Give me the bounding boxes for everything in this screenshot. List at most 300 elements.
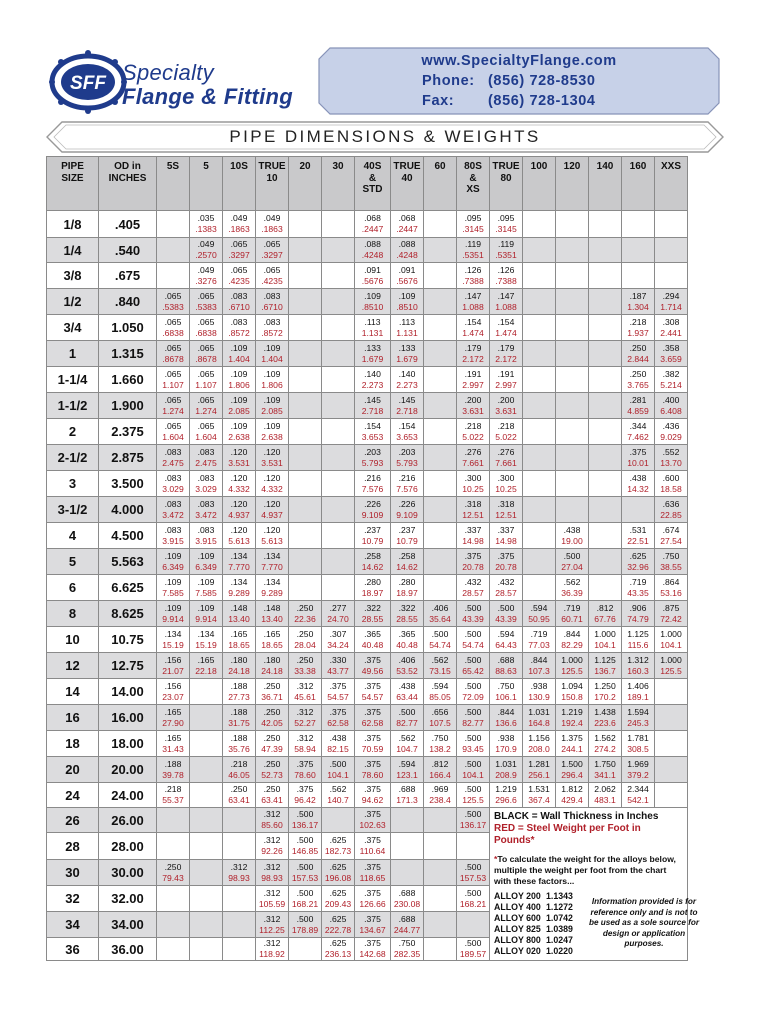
value-cell: [556, 419, 589, 445]
weight-per-foot: 27.90: [162, 717, 184, 728]
column-header: [655, 157, 688, 211]
value-cell: [391, 653, 424, 679]
wall-thickness: .179: [497, 342, 515, 353]
weight-per-foot: 196.08: [324, 872, 352, 883]
column-header-line: INCHES: [108, 172, 147, 184]
value-cell: [223, 393, 256, 419]
wall-thickness: .113: [364, 316, 381, 327]
wall-thickness: .750: [497, 680, 515, 691]
wall-thickness: .375: [296, 784, 314, 794]
weight-per-foot: 5.793: [361, 457, 384, 468]
weight-per-foot: 31.75: [228, 717, 250, 728]
weight-per-foot: 58.94: [294, 743, 316, 754]
wall-thickness: .318: [464, 498, 482, 509]
wall-thickness: .312: [263, 938, 281, 948]
weight-per-foot: 82.29: [561, 639, 583, 650]
weight-per-foot: 2.997: [462, 379, 484, 390]
value-cell: [589, 341, 622, 367]
weight-per-foot: 60.71: [561, 613, 583, 624]
value-cell: [256, 263, 289, 289]
weight-per-foot: 28.57: [462, 587, 484, 598]
weight-per-foot: 82.77: [396, 717, 418, 728]
weight-per-foot: 192.4: [561, 717, 583, 728]
wall-thickness: .688: [398, 913, 416, 924]
weight-per-foot: 28.55: [361, 613, 384, 624]
weight-per-foot: 28.55: [396, 613, 418, 624]
value-cell: [355, 783, 391, 808]
value-cell: [289, 886, 322, 912]
outer-diameter: 12.75: [99, 653, 157, 679]
weight-per-foot: 1.088: [462, 301, 484, 312]
wall-thickness: .188: [230, 732, 248, 743]
column-header-line: &: [368, 172, 377, 184]
wall-thickness: .312: [296, 680, 314, 691]
value-cell: [424, 211, 457, 238]
value-cell: [622, 445, 655, 471]
weight-per-foot: 85.60: [261, 820, 283, 830]
wall-thickness: .300: [464, 472, 482, 483]
value-cell: [655, 471, 688, 497]
wall-thickness: .375: [364, 706, 381, 717]
pipe-size: 24: [47, 783, 99, 808]
weight-per-foot: 341.1: [594, 769, 616, 780]
wall-thickness: 1.281: [528, 758, 550, 769]
weight-per-foot: 244.1: [561, 743, 583, 754]
value-cell: [391, 783, 424, 808]
value-cell: [424, 705, 457, 731]
value-cell: [157, 938, 190, 961]
wall-thickness: .625: [329, 861, 347, 872]
wall-thickness: .148: [263, 602, 281, 613]
wall-thickness: .500: [464, 706, 482, 717]
weight-per-foot: 1.474: [495, 327, 517, 338]
weight-per-foot: 14.32: [627, 483, 649, 494]
alloy-factor: 1.1272: [546, 902, 573, 912]
weight-per-foot: 168.21: [459, 898, 487, 909]
wall-thickness: .191: [464, 368, 482, 379]
wall-thickness: .140: [364, 368, 381, 379]
value-cell: [157, 575, 190, 601]
wall-thickness: .375: [364, 887, 381, 898]
weight-per-foot: 1.274: [195, 405, 217, 416]
weight-per-foot: 24.70: [327, 613, 349, 624]
weight-per-foot: 2.085: [228, 405, 250, 416]
phone-row: [318, 71, 720, 91]
value-cell: [391, 315, 424, 341]
weight-per-foot: 230.08: [393, 898, 421, 909]
wall-thickness: .218: [164, 784, 182, 794]
value-cell: [223, 523, 256, 549]
outer-diameter: 36.00: [99, 938, 157, 961]
value-cell: [322, 705, 355, 731]
website-link[interactable]: www.SpecialtyFlange.com: [421, 53, 617, 69]
wall-thickness: .049: [263, 213, 281, 223]
value-cell: [424, 367, 457, 393]
brand-line-1: Specialty: [122, 60, 214, 85]
wall-thickness: .719: [563, 602, 581, 613]
value-cell: [556, 471, 589, 497]
wall-thickness: .365: [398, 628, 416, 639]
value-cell: [655, 367, 688, 393]
wall-thickness: .120: [263, 446, 281, 457]
alloy-name: ALLOY 200: [494, 891, 541, 901]
weight-per-foot: 118.65: [359, 872, 386, 883]
value-cell: [589, 627, 622, 653]
value-cell: [589, 497, 622, 523]
weight-per-foot: .8572: [261, 327, 283, 338]
weight-per-foot: 125.5: [561, 665, 583, 676]
value-cell: [190, 445, 223, 471]
column-header-line: 30: [332, 161, 344, 172]
wall-thickness: .688: [398, 887, 416, 898]
value-cell: [157, 263, 190, 289]
wall-thickness: .375: [364, 913, 381, 924]
value-cell: [457, 757, 490, 783]
weight-per-foot: 296.6: [495, 795, 517, 805]
weight-per-foot: 1.404: [261, 353, 283, 364]
fax-label: Fax:: [422, 93, 455, 109]
value-cell: [190, 783, 223, 808]
weight-per-foot: 3.472: [162, 509, 184, 520]
weight-per-foot: 157.53: [291, 872, 319, 883]
value-cell: [589, 367, 622, 393]
outer-diameter: 34.00: [99, 912, 157, 938]
wall-thickness: 1.094: [561, 680, 583, 691]
wall-thickness: .120: [230, 446, 248, 457]
weight-per-foot: 46.05: [228, 769, 250, 780]
value-cell: [322, 757, 355, 783]
wall-thickness: .065: [197, 394, 215, 405]
value-cell: [391, 601, 424, 627]
wall-thickness: .068: [398, 213, 416, 223]
value-cell: [223, 627, 256, 653]
weight-per-foot: 1.474: [462, 327, 484, 338]
wall-thickness: .375: [364, 654, 381, 665]
weight-per-foot: 208.9: [495, 769, 517, 780]
weight-per-foot: 38.55: [660, 561, 682, 572]
value-cell: [391, 705, 424, 731]
weight-per-foot: 96.42: [294, 795, 316, 805]
value-cell: [256, 575, 289, 601]
wall-thickness: .375: [497, 550, 515, 561]
weight-per-foot: .1863: [261, 224, 283, 234]
weight-per-foot: 2.718: [361, 405, 384, 416]
value-cell: [355, 315, 391, 341]
value-cell: [289, 833, 322, 860]
value-cell: [157, 886, 190, 912]
value-cell: [190, 731, 223, 757]
wall-thickness: .500: [464, 784, 482, 794]
value-cell: [157, 783, 190, 808]
wall-thickness: .375: [329, 706, 347, 717]
weight-per-foot: 104.7: [396, 743, 418, 754]
value-cell: [490, 471, 523, 497]
weight-per-foot: 15.19: [195, 639, 217, 650]
wall-thickness: .276: [464, 446, 482, 457]
weight-per-foot: 245.3: [627, 717, 649, 728]
wall-thickness: .500: [464, 809, 482, 819]
weight-per-foot: 138.2: [429, 743, 451, 754]
weight-per-foot: 4.332: [261, 483, 283, 494]
value-cell: [289, 445, 322, 471]
value-cell: [190, 211, 223, 238]
wall-thickness: .134: [230, 550, 248, 561]
value-cell: [424, 315, 457, 341]
weight-per-foot: 24.18: [261, 665, 283, 676]
wall-thickness: .258: [398, 550, 416, 561]
wall-thickness: .113: [398, 316, 416, 327]
value-cell: [655, 575, 688, 601]
value-cell: [157, 341, 190, 367]
table-row: [47, 419, 688, 445]
weight-per-foot: 63.41: [261, 795, 283, 805]
wall-thickness: .436: [662, 420, 680, 431]
value-cell: [523, 783, 556, 808]
wall-thickness: .120: [230, 524, 248, 535]
weight-per-foot: 256.1: [528, 769, 550, 780]
value-cell: [424, 393, 457, 419]
value-cell: [223, 263, 256, 289]
value-cell: [655, 757, 688, 783]
value-cell: [157, 315, 190, 341]
pipe-size: 4: [47, 523, 99, 549]
weight-per-foot: 1.404: [228, 353, 250, 364]
pipe-size: 32: [47, 886, 99, 912]
weight-per-foot: 4.937: [261, 509, 283, 520]
value-cell: [157, 289, 190, 315]
weight-per-foot: 1.131: [396, 327, 418, 338]
value-cell: [289, 679, 322, 705]
value-cell: [490, 731, 523, 757]
wall-thickness: .365: [364, 628, 381, 639]
column-header: [355, 157, 391, 211]
value-cell: [223, 238, 256, 263]
value-cell: [523, 211, 556, 238]
weight-per-foot: 112.25: [259, 924, 285, 935]
weight-per-foot: 34.24: [327, 639, 349, 650]
alloy-factor: 1.0389: [546, 924, 573, 934]
wall-thickness: .065: [230, 264, 248, 275]
pipe-size: 6: [47, 575, 99, 601]
wall-thickness: 1.500: [561, 758, 583, 769]
value-cell: [157, 705, 190, 731]
wall-thickness: .250: [296, 654, 314, 665]
value-cell: [256, 601, 289, 627]
value-cell: [523, 471, 556, 497]
weight-per-foot: 7.585: [162, 587, 184, 598]
value-cell: [622, 549, 655, 575]
weight-per-foot: 105.59: [258, 898, 286, 909]
table-row: [47, 549, 688, 575]
value-cell: [391, 757, 424, 783]
value-cell: [424, 886, 457, 912]
column-header-line: OD in: [114, 161, 141, 172]
weight-per-foot: 19.00: [561, 535, 583, 546]
value-cell: [256, 731, 289, 757]
value-cell: [355, 393, 391, 419]
value-cell: [589, 757, 622, 783]
value-cell: [490, 575, 523, 601]
weight-per-foot: 18.58: [660, 483, 682, 494]
value-cell: [457, 263, 490, 289]
value-cell: [523, 601, 556, 627]
wall-thickness: .688: [497, 654, 515, 665]
weight-per-foot: 308.5: [627, 743, 649, 754]
wall-thickness: .250: [629, 368, 647, 379]
weight-per-foot: 43.39: [495, 613, 517, 624]
weight-per-foot: 5.022: [462, 431, 484, 442]
weight-per-foot: 20.78: [495, 561, 517, 572]
wall-thickness: .500: [464, 654, 482, 665]
wall-thickness: .203: [398, 446, 416, 457]
wall-thickness: .065: [230, 239, 248, 249]
weight-per-foot: 130.9: [528, 691, 550, 702]
value-cell: [424, 653, 457, 679]
wall-thickness: .562: [329, 784, 347, 794]
value-cell: [223, 575, 256, 601]
pipe-size: 3/4: [47, 315, 99, 341]
wall-thickness: .438: [329, 732, 347, 743]
pipe-size: 1-1/4: [47, 367, 99, 393]
value-cell: [490, 445, 523, 471]
wall-thickness: .083: [164, 446, 182, 457]
weight-per-foot: 36.39: [561, 587, 583, 598]
weight-per-foot: 52.27: [294, 717, 316, 728]
value-cell: [157, 912, 190, 938]
pipe-size: 36: [47, 938, 99, 961]
weight-per-foot: 171.3: [396, 795, 418, 805]
wall-thickness: .165: [197, 654, 215, 665]
value-cell: [655, 731, 688, 757]
value-cell: [655, 627, 688, 653]
outer-diameter: 1.900: [99, 393, 157, 419]
value-cell: [490, 289, 523, 315]
value-cell: [523, 523, 556, 549]
weight-per-foot: 157.53: [459, 872, 487, 883]
table-row: [47, 238, 688, 263]
weight-per-foot: 160.3: [627, 665, 649, 676]
value-cell: [490, 627, 523, 653]
value-cell: [523, 679, 556, 705]
wall-thickness: .134: [263, 576, 281, 587]
value-cell: [223, 808, 256, 833]
outer-diameter: 24.00: [99, 783, 157, 808]
wall-thickness: .134: [164, 628, 182, 639]
wall-thickness: .500: [464, 758, 482, 769]
column-header: [523, 157, 556, 211]
value-cell: [289, 653, 322, 679]
weight-per-foot: 274.2: [594, 743, 616, 754]
weight-per-foot: 72.09: [462, 691, 484, 702]
wall-thickness: .065: [197, 290, 215, 301]
weight-per-foot: 429.4: [561, 795, 583, 805]
wall-thickness: .312: [296, 706, 314, 717]
table-row: [47, 731, 688, 757]
weight-per-foot: 65.42: [462, 665, 484, 676]
value-cell: [490, 601, 523, 627]
value-cell: [622, 289, 655, 315]
value-cell: [391, 211, 424, 238]
wall-thickness: .844: [563, 628, 581, 639]
alloy-factor: 1.0220: [546, 946, 573, 956]
weight-per-foot: 1.304: [627, 301, 649, 312]
weight-per-foot: 9.914: [195, 613, 217, 624]
wall-thickness: .250: [263, 706, 281, 717]
value-cell: [556, 393, 589, 419]
value-cell: [322, 575, 355, 601]
weight-per-foot: 136.17: [459, 820, 487, 830]
wall-thickness: .432: [464, 576, 482, 587]
value-cell: [556, 627, 589, 653]
value-cell: [289, 575, 322, 601]
wall-thickness: .065: [164, 342, 182, 353]
wall-thickness: 1.406: [627, 680, 649, 691]
wall-thickness: .322: [398, 602, 416, 613]
weight-per-foot: 7.661: [462, 457, 484, 468]
value-cell: [424, 341, 457, 367]
value-cell: [391, 731, 424, 757]
value-cell: [490, 523, 523, 549]
weight-per-foot: 54.57: [361, 691, 384, 702]
wall-thickness: .312: [263, 887, 281, 898]
value-cell: [223, 912, 256, 938]
weight-per-foot: 27.04: [561, 561, 583, 572]
weight-per-foot: 45.61: [294, 691, 316, 702]
value-cell: [655, 549, 688, 575]
column-header: [190, 157, 223, 211]
weight-per-foot: 43.39: [462, 613, 484, 624]
wall-thickness: .312: [263, 835, 281, 845]
weight-per-foot: 107.5: [429, 717, 451, 728]
value-cell: [157, 757, 190, 783]
value-cell: [490, 419, 523, 445]
value-cell: [190, 471, 223, 497]
wall-thickness: .625: [329, 887, 347, 898]
notes-panel: [490, 808, 700, 961]
value-cell: [190, 263, 223, 289]
value-cell: [490, 211, 523, 238]
value-cell: [256, 757, 289, 783]
wall-thickness: .165: [164, 706, 182, 717]
value-cell: [223, 471, 256, 497]
weight-per-foot: 3.915: [162, 535, 184, 546]
wall-thickness: .250: [629, 342, 647, 353]
value-cell: [322, 808, 355, 833]
value-cell: [391, 523, 424, 549]
value-cell: [424, 263, 457, 289]
value-cell: [157, 679, 190, 705]
value-cell: [523, 653, 556, 679]
weight-per-foot: 104.1: [660, 639, 682, 650]
value-cell: [322, 783, 355, 808]
wall-thickness: .500: [329, 758, 347, 769]
value-cell: [490, 497, 523, 523]
wall-thickness: 1.000: [561, 654, 583, 665]
weight-per-foot: 104.1: [327, 769, 349, 780]
weight-per-foot: 2.475: [162, 457, 184, 468]
value-cell: [655, 601, 688, 627]
value-cell: [256, 289, 289, 315]
value-cell: [256, 627, 289, 653]
wall-thickness: .083: [263, 290, 281, 301]
wall-thickness: .500: [464, 680, 482, 691]
value-cell: [622, 471, 655, 497]
value-cell: [391, 549, 424, 575]
value-cell: [457, 549, 490, 575]
wall-thickness: .083: [164, 472, 182, 483]
value-cell: [355, 419, 391, 445]
weight-per-foot: 35.64: [429, 613, 451, 624]
